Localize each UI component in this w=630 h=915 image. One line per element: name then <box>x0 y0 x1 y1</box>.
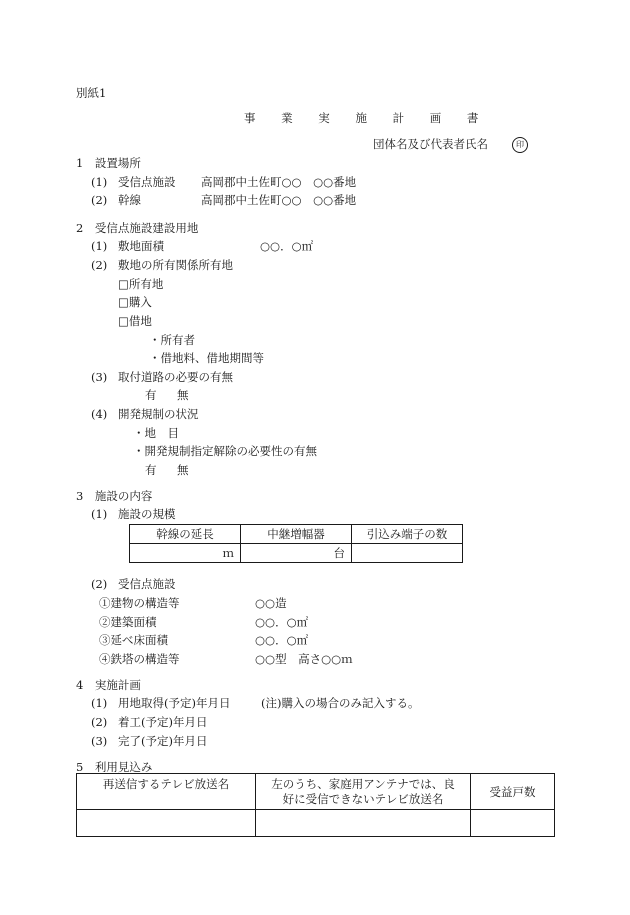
facility-row-value: ○○．○㎡ <box>255 633 309 647</box>
scale-table <box>129 524 463 563</box>
scale-num: (1) <box>91 507 108 521</box>
table-cell <box>77 810 256 837</box>
area-num: (1) <box>91 239 108 253</box>
table-cell: ｍ <box>130 544 241 563</box>
plan-item-num: (1) <box>91 696 108 710</box>
seal-icon: 印 <box>512 137 528 153</box>
table-header: 再送信するテレビ放送名 <box>77 774 256 810</box>
ownership-label: 敷地の所有関係所有地 <box>118 258 233 272</box>
table-header-line: 好に受信できないテレビ放送名 <box>282 791 444 806</box>
land-category-sub-item: ・地 目 <box>133 426 179 440</box>
section-1-heading: 1 設置場所 <box>76 156 141 170</box>
facility-row-value: ○○．○㎡ <box>255 615 309 629</box>
ownership-option-purchase: □購入 <box>118 295 152 309</box>
dev-num: (4) <box>91 407 108 421</box>
table-header: 幹線の延長 <box>130 525 241 544</box>
ownership-num: (2) <box>91 258 108 272</box>
table-cell <box>352 544 463 563</box>
table-cell <box>256 810 471 837</box>
plan-item-label: 用地取得(予定)年月日 <box>118 696 231 710</box>
road-no: 無 <box>177 388 189 402</box>
table-header-line: 左のうち、家庭用アンテナでは、良 <box>271 776 455 791</box>
dev-label: 開発規制の状況 <box>118 407 199 421</box>
area-label: 敷地面積 <box>118 239 164 253</box>
plan-item-label: 着工(予定)年月日 <box>118 715 208 729</box>
facility-row-label: ③延べ床面積 <box>99 633 168 647</box>
s1-item-label: 受信点施設 <box>118 175 176 189</box>
s1-item-value: 高岡郡中土佐町○○ ○○番地 <box>201 175 357 189</box>
facility-label: 受信点施設 <box>118 577 176 591</box>
facility-row-label: ④鉄塔の構造等 <box>99 652 180 666</box>
plan-item-num: (2) <box>91 715 108 729</box>
section-4-heading: 4 実施計画 <box>76 678 141 692</box>
plan-item-label: 完了(予定)年月日 <box>118 734 208 748</box>
lease-terms-sub-item: ・借地料、借地期間等 <box>149 351 264 365</box>
table-header: 受益戸数 <box>471 774 555 810</box>
scale-label: 施設の規模 <box>118 507 176 521</box>
table-cell: 台 <box>241 544 352 563</box>
table-cell <box>471 810 555 837</box>
facility-row-label: ②建築面積 <box>99 615 157 629</box>
plan-item-num: (3) <box>91 734 108 748</box>
road-label: 取付道路の必要の有無 <box>118 370 233 384</box>
facility-num: (2) <box>91 577 108 591</box>
table-header: 引込み端子の数 <box>352 525 463 544</box>
facility-row-label: ①建物の構造等 <box>99 596 180 610</box>
table-header: 中継増幅器 <box>241 525 352 544</box>
facility-row-value: ○○造 <box>255 596 287 610</box>
dev-yes: 有 <box>145 463 157 477</box>
ownership-option-lease: □借地 <box>118 314 152 328</box>
area-value: ○○．○㎡ <box>260 239 314 253</box>
road-num: (3) <box>91 370 108 384</box>
s1-item-value: 高岡郡中土佐町○○ ○○番地 <box>201 193 357 207</box>
applicant-label: 団体名及び代表者氏名 <box>373 137 488 151</box>
ownership-option-owned: □所有地 <box>118 277 164 291</box>
facility-row-value: ○○型 高さ○○ｍ <box>255 652 353 666</box>
dev-no: 無 <box>177 463 189 477</box>
s1-item-num: (1) <box>91 175 108 189</box>
road-yes: 有 <box>145 388 157 402</box>
section-5-heading: 5 利用見込み <box>76 760 153 774</box>
dev-release-sub-item: ・開発規制指定解除の必要性の有無 <box>133 444 317 458</box>
section-3-heading: 3 施設の内容 <box>76 489 153 503</box>
page-title: 事 業 実 施 計 画 書 <box>244 111 490 125</box>
s1-item-label: 幹線 <box>118 193 141 207</box>
s1-item-num: (2) <box>91 193 108 207</box>
attachment-label: 別紙1 <box>76 86 107 100</box>
usage-table <box>76 773 555 837</box>
owner-sub-item: ・所有者 <box>149 333 195 347</box>
section-2-heading: 2 受信点施設建設用地 <box>76 221 199 235</box>
table-header <box>256 774 471 810</box>
plan-item-note: (注)購入の場合のみ記入する。 <box>261 696 420 710</box>
